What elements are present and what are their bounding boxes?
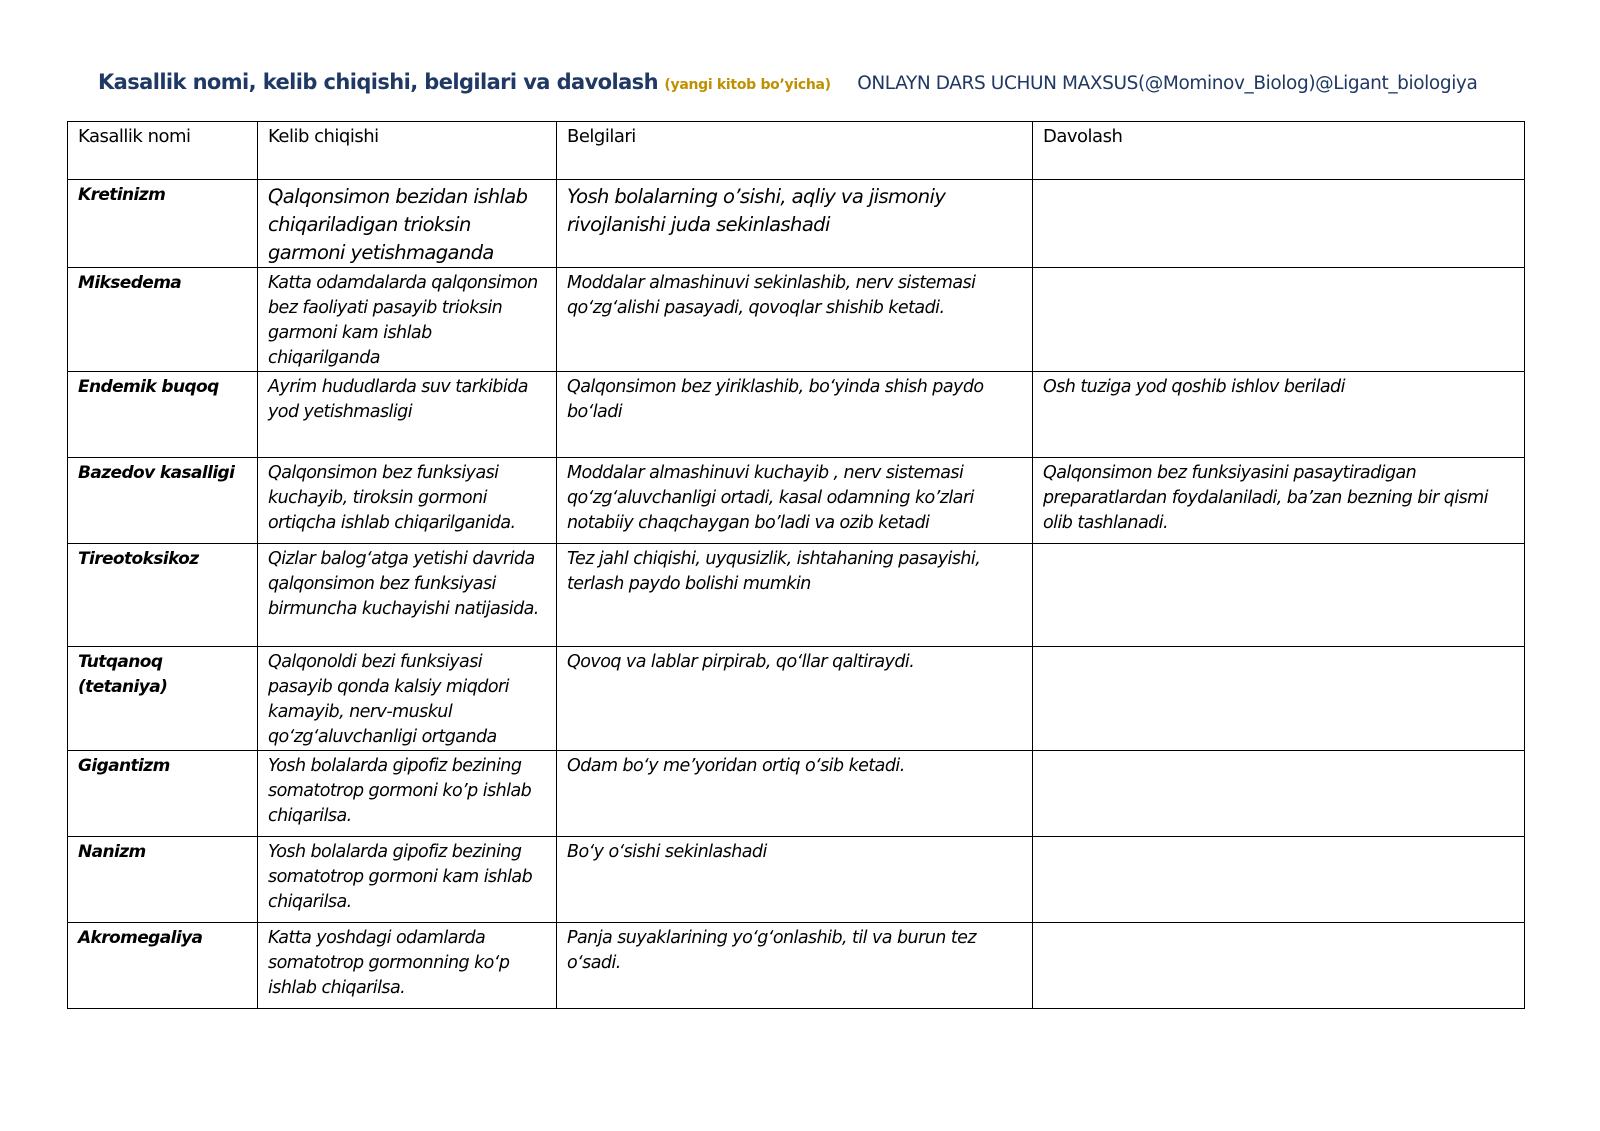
table-row	[68, 458, 1525, 544]
disease-origin: Qalqonoldi bezi funksiyasi pasayib qonda kalsiy miqdori kamayib, nerv-muskul qo‘zg‘aluvchanligi ortganda	[258, 647, 557, 751]
disease-treatment: Qalqonsimon bez funksiyasini pasaytiradigan preparatlardan foydalaniladi, ba’zan bezning bir qismi olib tashlanadi.	[1033, 458, 1525, 544]
disease-treatment: Osh tuziga yod qoshib ishlov beriladi	[1033, 372, 1525, 458]
disease-symptoms: Odam bo‘y me’yoridan ortiq o‘sib ketadi.	[557, 751, 1033, 837]
disease-symptoms: Panja suyaklarining yo‘g‘onlashib, til va burun tez o‘sadi.	[557, 923, 1033, 1009]
table-row	[68, 372, 1525, 458]
column-header-origin: Kelib chiqishi	[258, 122, 557, 180]
disease-treatment	[1033, 180, 1525, 268]
table-row	[68, 837, 1525, 923]
disease-origin: Qizlar balog‘atga yetishi davrida qalqonsimon bez funksiyasi birmuncha kuchayishi natijasida.	[258, 544, 557, 647]
disease-symptoms: Qovoq va lablar pirpirab, qo‘llar qaltiraydi.	[557, 647, 1033, 751]
document-subtitle: (yangi kitob bo’yicha)	[664, 77, 831, 93]
document-title: Kasallik nomi, kelib chiqishi, belgilari va davolash	[98, 70, 658, 94]
table-header-row	[68, 122, 1525, 180]
disease-table	[67, 121, 1525, 1009]
disease-origin: Qalqonsimon bezidan ishlab chiqariladigan trioksin garmoni yetishmaganda	[258, 180, 557, 268]
disease-treatment	[1033, 751, 1525, 837]
disease-treatment	[1033, 268, 1525, 372]
disease-symptoms: Qalqonsimon bez yiriklashib, bo‘yinda shish paydo bo‘ladi	[557, 372, 1033, 458]
disease-origin: Yosh bolalarda gipofiz bezining somatotrop gormoni kam ishlab chiqarilsa.	[258, 837, 557, 923]
document-header	[98, 70, 1578, 94]
disease-name: Bazedov kasalligi	[68, 458, 258, 544]
table-row	[68, 751, 1525, 837]
disease-name: Gigantizm	[68, 751, 258, 837]
table-row	[68, 544, 1525, 647]
disease-treatment	[1033, 837, 1525, 923]
column-header-treatment: Davolash	[1033, 122, 1525, 180]
column-header-symptoms: Belgilari	[557, 122, 1033, 180]
disease-treatment	[1033, 544, 1525, 647]
table-row	[68, 180, 1525, 268]
disease-treatment	[1033, 923, 1525, 1009]
table-row	[68, 268, 1525, 372]
disease-symptoms: Tez jahl chiqishi, uyqusizlik, ishtahaning pasayishi, terlash paydo bolishi mumkin	[557, 544, 1033, 647]
table-row	[68, 647, 1525, 751]
disease-symptoms: Bo‘y o‘sishi sekinlashadi	[557, 837, 1033, 923]
disease-name: Endemik buqoq	[68, 372, 258, 458]
disease-name: Tutqanoq (tetaniya)	[68, 647, 258, 751]
disease-origin: Yosh bolalarda gipofiz bezining somatotrop gormoni ko’p ishlab chiqarilsa.	[258, 751, 557, 837]
table-row	[68, 923, 1525, 1009]
disease-name: Akromegaliya	[68, 923, 258, 1009]
disease-origin: Katta odamdalarda qalqonsimon bez faoliyati pasayib trioksin garmoni kam ishlab chiqarilganda	[258, 268, 557, 372]
disease-name: Miksedema	[68, 268, 258, 372]
disease-symptoms: Moddalar almashinuvi sekinlashib, nerv sistemasi qo‘zg‘alishi pasayadi, qovoqlar shishib ketadi.	[557, 268, 1033, 372]
disease-symptoms: Moddalar almashinuvi kuchayib , nerv sistemasi qo‘zg‘aluvchanligi ortadi, kasal odamning ko’zlari notabiiy chaqchaygan bo’ladi va ozib ketadi	[557, 458, 1033, 544]
disease-name: Tireotoksikoz	[68, 544, 258, 647]
column-header-name: Kasallik nomi	[68, 122, 258, 180]
disease-symptoms: Yosh bolalarning o’sishi, aqliy va jismoniy rivojlanishi juda sekinlashadi	[557, 180, 1033, 268]
channel-caption: ONLAYN DARS UCHUN MAXSUS(@Mominov_Biolog)@Ligant_biologiya	[857, 73, 1478, 94]
disease-origin: Katta yoshdagi odamlarda somatotrop gormonning ko‘p ishlab chiqarilsa.	[258, 923, 557, 1009]
disease-treatment	[1033, 647, 1525, 751]
disease-origin: Qalqonsimon bez funksiyasi kuchayib, tiroksin gormoni ortiqcha ishlab chiqarilganida.	[258, 458, 557, 544]
disease-origin: Ayrim hududlarda suv tarkibida yod yetishmasligi	[258, 372, 557, 458]
disease-name: Kretinizm	[68, 180, 258, 268]
disease-name: Nanizm	[68, 837, 258, 923]
